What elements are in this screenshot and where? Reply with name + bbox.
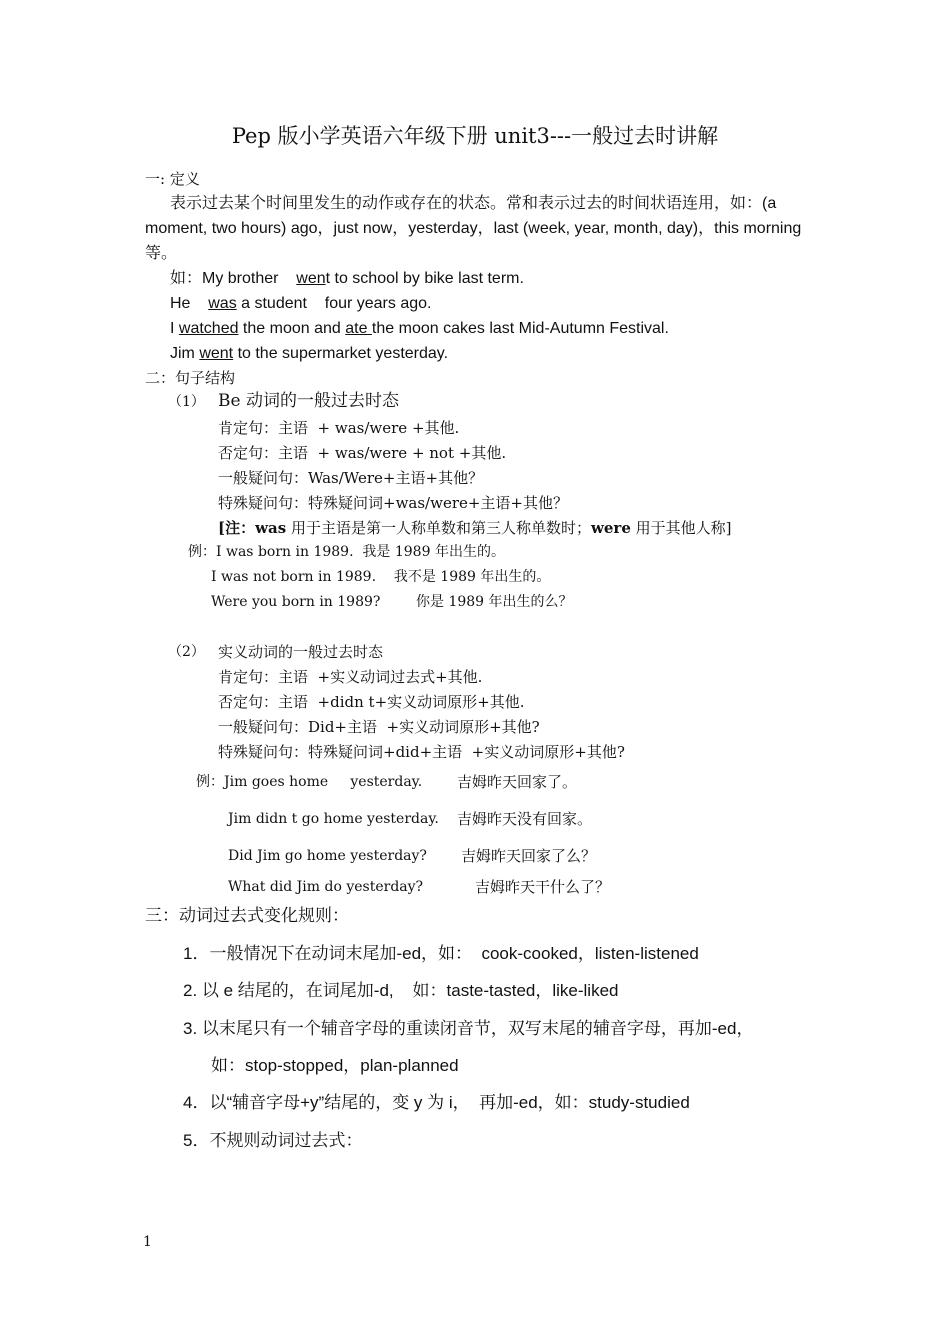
example-sentence-3: I watched the moon and ate the moon cakes last Mid-Autumn Festival. (170, 320, 669, 337)
part-2-example-2-chinese: 吉姆昨天没有回家。 (457, 810, 593, 828)
example-sentence-1: 如：My brother went to school by bike last term. (170, 270, 524, 287)
part-2-wh-question: 特殊疑问句：特殊疑问词+did+主语 +实义动词原形+其他? (218, 743, 625, 761)
rule-5: 5．不规则动词过去式： (183, 1131, 363, 1150)
part-1-number: （1） (168, 394, 205, 410)
part-2-example-2-english: Jim didn t go home yesterday. (228, 811, 439, 827)
part-2-number: （2） (168, 644, 205, 660)
rule-2: 2. 以 e 结尾的，在词尾加-d, 如：taste-tasted，like-liked (183, 981, 619, 1000)
part-1-example-3: Were you born in 1989? 你是 1989 年出生的么？ (211, 594, 573, 610)
definition-line-2: moment, two hours) ago，just now，yesterday，last (week, year, month, day)，this morning (145, 220, 802, 237)
part-2-negative: 否定句：主语 +didn t+实义动词原形+其他. (218, 693, 525, 711)
section-2-heading: 二：句子结构 (145, 369, 236, 387)
part-2-example-3-english: Did Jim go home yesterday? (228, 848, 427, 864)
definition-line-3: 等。 (145, 245, 178, 262)
part-1-negative: 否定句：主语 + was/were + not +其他. (218, 444, 507, 462)
part-2-example-1-chinese: 吉姆昨天回家了。 (457, 773, 578, 791)
definition-line-1: 表示过去某个时间里发生的动作或存在的状态。常和表示过去的时间状语连用，如：(a (170, 195, 777, 212)
part-2-yes-no-question: 一般疑问句：Did+主语 +实义动词原形+其他? (218, 718, 540, 736)
part-1-note: [注：was 用于主语是第一人称单数和第三人称单数时；were 用于其他人称] (218, 519, 732, 537)
section-1-heading: 一: 定义 (145, 170, 200, 188)
part-2-example-1-english: 例：Jim goes home yesterday. (196, 774, 423, 790)
part-1-wh-question: 特殊疑问句：特殊疑问词+was/were+主语+其他？ (218, 494, 569, 512)
part-2-example-4-chinese: 吉姆昨天干什么了？ (475, 878, 611, 896)
rule-1: 1．一般情况下在动词末尾加-ed，如： cook-cooked，listen-listened (183, 944, 699, 963)
part-2-example-3-chinese: 吉姆昨天回家了么？ (461, 847, 597, 865)
part-2-title: 实义动词的一般过去时态 (218, 643, 384, 661)
page-number: 1 (143, 1234, 152, 1250)
example-sentence-2: He was a student four years ago. (170, 295, 432, 312)
part-1-affirmative: 肯定句：主语 + was/were +其他. (218, 419, 460, 437)
rule-3-line-2: 如：stop-stopped，plan-planned (211, 1056, 459, 1075)
part-1-yes-no-question: 一般疑问句：Was/Were+主语+其他？ (218, 469, 484, 487)
example-sentence-4: Jim went to the supermarket yesterday. (170, 345, 449, 362)
part-2-affirmative: 肯定句：主语 +实义动词过去式+其他. (218, 668, 483, 686)
part-2-example-4-english: What did Jim do yesterday? (228, 879, 424, 895)
section-3-heading: 三：动词过去式变化规则： (145, 906, 349, 926)
part-1-example-2: I was not born in 1989. 我不是 1989 年出生的。 (211, 569, 551, 585)
rule-4: 4．以“辅音字母+y”结尾的，变 y 为 i， 再加-ed，如：study-studied (183, 1093, 690, 1112)
document-title: Pep 版小学英语六年级下册 unit3---一般过去时讲解 (231, 124, 719, 148)
part-1-example-1: 例：I was born in 1989. 我是 1989 年出生的。 (188, 544, 505, 560)
rule-3-line-1: 3. 以末尾只有一个辅音字母的重读闭音节，双写末尾的辅音字母，再加-ed， (183, 1019, 754, 1038)
part-1-title: Be 动词的一般过去时态 (218, 391, 399, 411)
